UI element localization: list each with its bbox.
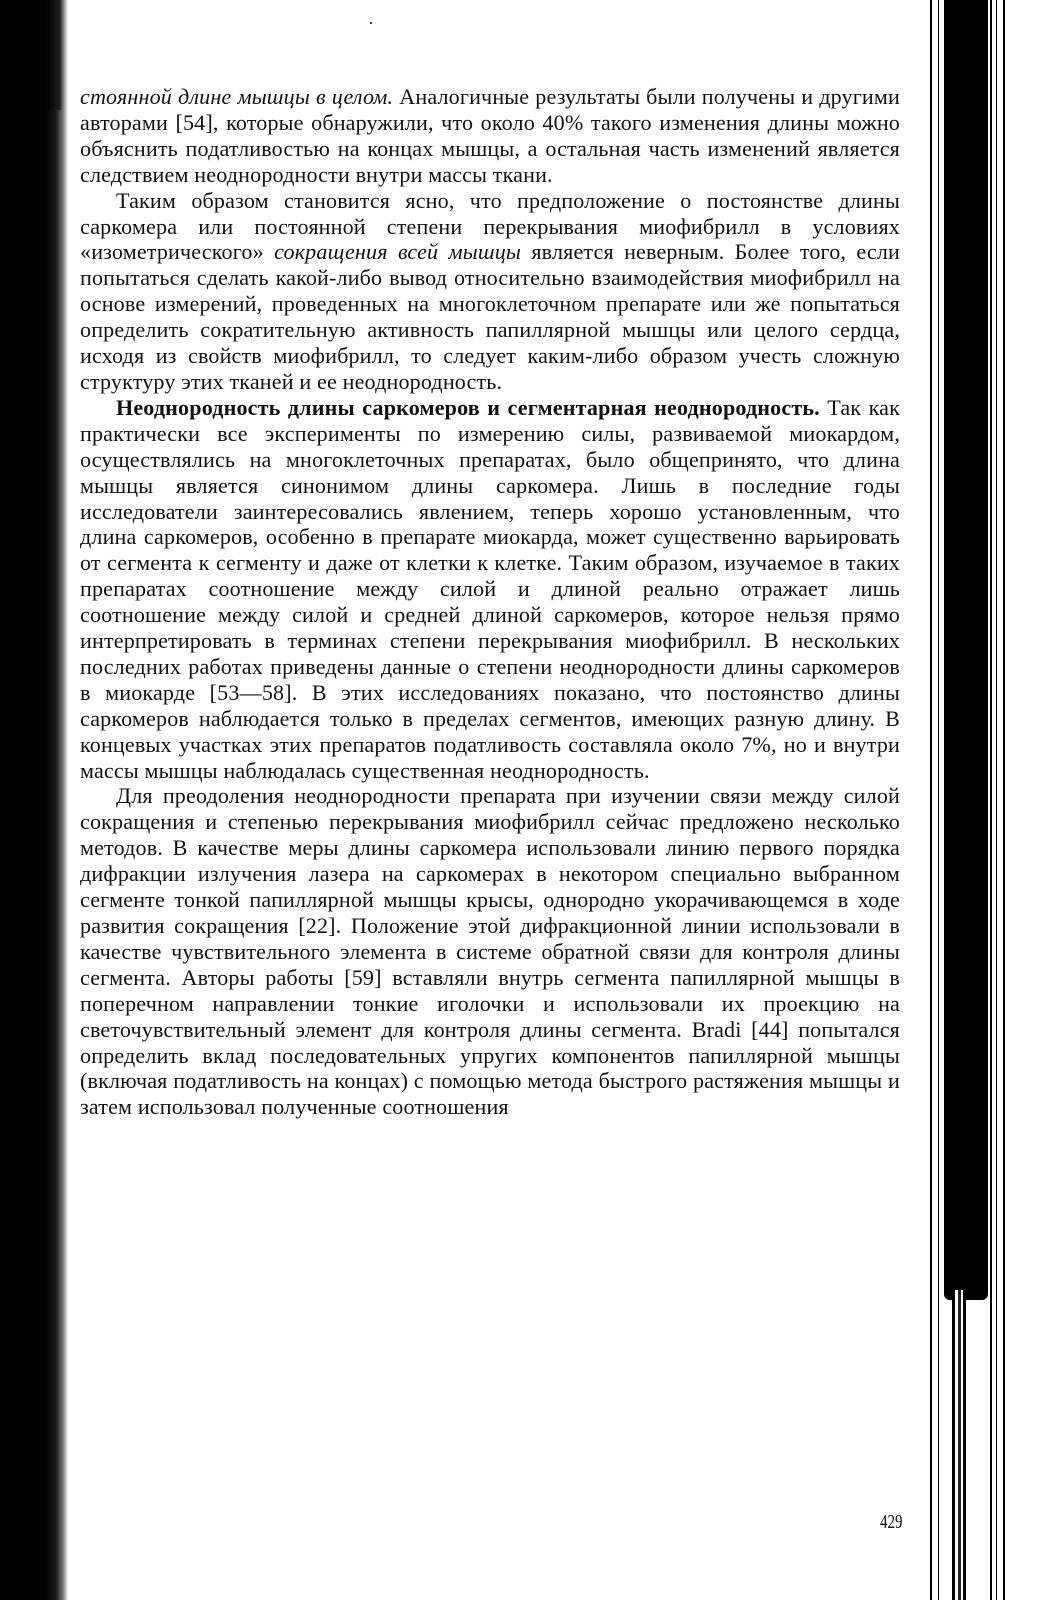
scan-gutter-band-right (944, 0, 988, 1300)
paragraph (80, 783, 900, 1120)
paragraph-text: Так как практически все эксперименты по измерению силы, развиваемой миокардом, осуществлялись на многоклеточных препаратах, было общепринято, что длина мышцы является синонимом длины саркомера. Лишь в последние годы исследователи заинтересовались явлением, теперь хорошо установленным, что длина саркомеров, особенно в препарате миокарда, может существенно варьировать от сегмента к сегменту и даже от клетки к клетке. Таким образом, изучаемое в таких препаратах соотношение между силой и длиной реально отражает лишь соотношение между силой и средней длиной саркомеров, которое нельзя прямо интерпретировать в терминах степени перекрывания миофибрилл. В нескольких последних работах приведены данные о степени неоднородности длины саркомеров в миокарде [53—58]. В этих исследованиях показано, что постоянство длины саркомеров наблюдается только в пределах сегментов, имеющих разную длину. В концевых участках этих препаратов податливость составляла около 7%, но и внутри массы мышцы наблюдалась существенная неоднородность. (80, 394, 900, 783)
paragraph-text: Таким образом становится ясно, что предположение о постоянстве длины саркомера или постоянной степени перекрывания миофибрилл в условиях «изометрического» (80, 187, 900, 265)
paragraph (80, 84, 900, 188)
paragraph (80, 188, 900, 395)
scan-speck (370, 22, 372, 24)
scan-binding-edge-notch (48, 0, 68, 110)
section-run-in-heading: Неоднородность длины саркомеров и сегментарная неоднородность. (116, 394, 820, 420)
scan-binding-edge-left (0, 0, 68, 1600)
scan-line (1003, 0, 1005, 1600)
scan-gutter-lines-right (952, 1290, 966, 1600)
paragraph (80, 395, 900, 784)
paragraph-text: Для преодоления неоднородности препарата при изучении связи между силой сокращения и степенью перекрывания миофибрилл сейчас предложено несколько методов. В качестве меры длины саркомера использовали линию первого порядка дифракции излучения лазера на саркомерах в некотором специально выбранном сегменте тонкой папиллярной мышцы крысы, однородно укорачивающемся в ходе развития сокращения [22]. Положение этой дифракционной линии использовали в качестве чувствительного элемента в системе обратной связи для контроля длины сегмента. Авторы работы [59] вставляли внутрь сегмента папиллярной мышцы в поперечном направлении тонкие иголочки и использовали их проекцию на светочувствительный элемент для контроля длины сегмента. Bradi [44] попытался определить вклад последовательных упругих компонентов папиллярной мышцы (включая податливость на концах) с помощью метода быстрого растяжения мышцы и затем использовал полученные соотношения (80, 783, 900, 1120)
paragraph-text-italic: сокращения всей мышцы (274, 239, 522, 265)
scan-line (930, 0, 932, 1600)
scan-line (996, 0, 997, 1600)
scan-line (938, 0, 939, 1600)
paragraph-text-italic: стоянной длине мышцы в целом. (80, 84, 394, 109)
document-page (80, 84, 900, 1120)
paragraph-text: является неверным. Более того, если попытаться сделать какой-либо вывод относительно взаимодействия миофибрилл на основе измерений, проведенных на многоклеточном препарате или же попытаться определить сократительную активность папиллярной мышцы или целого сердца, исходя из свойств миофибрилл, то следует каким-либо образом учесть сложную структуру этих тканей и ее неоднородность. (80, 239, 900, 394)
scan-line (990, 0, 992, 1600)
page-number: 429 (880, 1511, 903, 1533)
paragraph-text: Аналогичные результаты были получены и другими авторами [54], которые обнаружили, что около 40% такого изменения длины можно объяснить податливостью на концах мышцы, а остальная часть изменений является следствием неоднородности внутри массы ткани. (80, 84, 901, 187)
